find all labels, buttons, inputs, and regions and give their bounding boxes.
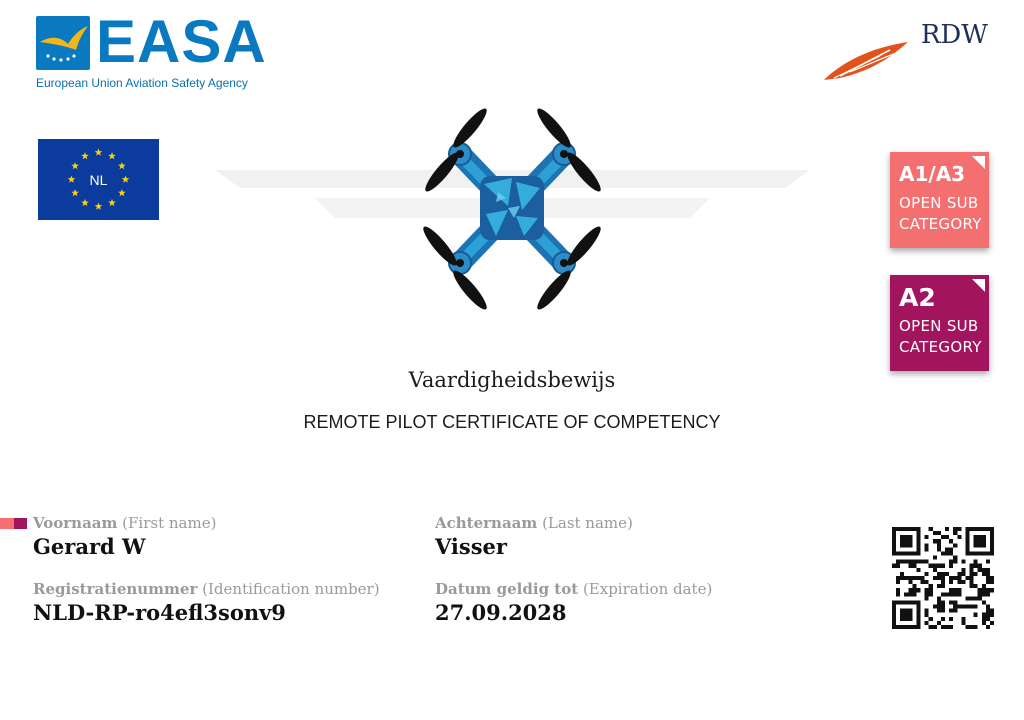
badge-corner xyxy=(972,279,985,292)
expiration-value: 27.09.2028 xyxy=(435,600,567,625)
expiration-field xyxy=(435,580,712,625)
identification-value: NLD-RP-ro4efl3sonv9 xyxy=(33,600,286,625)
badge-corner xyxy=(972,156,985,169)
eu-flag-icon xyxy=(38,139,159,220)
easa-subtitle: European Union Aviation Safety Agency xyxy=(36,76,248,90)
badge-code: A1/A3 xyxy=(899,162,966,186)
certificate-title-dutch: Vaardigheidsbewijs xyxy=(408,368,616,392)
first-name-field xyxy=(33,514,216,559)
marker-coral xyxy=(0,518,14,529)
last-name-field xyxy=(435,514,633,559)
identification-label: Registratienummer xyxy=(33,580,198,598)
badge-code: A2 xyxy=(899,283,936,312)
last-name-value: Visser xyxy=(435,534,507,559)
last-name-label: Achternaam xyxy=(435,514,538,532)
marker-magenta xyxy=(14,518,27,529)
identification-field xyxy=(33,580,380,625)
last-name-label-en: (Last name) xyxy=(542,514,633,532)
qr-code-icon xyxy=(892,527,994,629)
easa-logo xyxy=(36,8,267,92)
first-name-value: Gerard W xyxy=(33,534,146,559)
certificate-title-english: REMOTE PILOT CERTIFICATE OF COMPETENCY xyxy=(303,412,721,432)
first-name-label-en: (First name) xyxy=(122,514,217,532)
easa-wordmark: EASA xyxy=(96,8,267,75)
badge-line2: CATEGORY xyxy=(899,215,982,233)
rdw-logo xyxy=(816,18,996,88)
badge-line1: OPEN SUB xyxy=(899,317,979,335)
first-name-label: Voornaam xyxy=(33,514,118,532)
rdw-feather-icon xyxy=(820,36,912,84)
badge-line1: OPEN SUB xyxy=(899,194,979,212)
expiration-label-en: (Expiration date) xyxy=(582,580,713,598)
badge-a1-a3 xyxy=(890,152,989,248)
flag-country-code: NL xyxy=(89,172,108,188)
badge-line2: CATEGORY xyxy=(899,338,982,356)
section-marker xyxy=(0,518,27,529)
easa-bird-icon xyxy=(36,16,90,70)
expiration-label: Datum geldig tot xyxy=(435,580,579,598)
badge-a2 xyxy=(890,275,989,371)
rdw-wordmark: RDW xyxy=(920,20,988,50)
eu-flag xyxy=(38,139,159,220)
identification-label-en: (Identification number) xyxy=(202,580,380,598)
drone-icon xyxy=(412,106,612,311)
